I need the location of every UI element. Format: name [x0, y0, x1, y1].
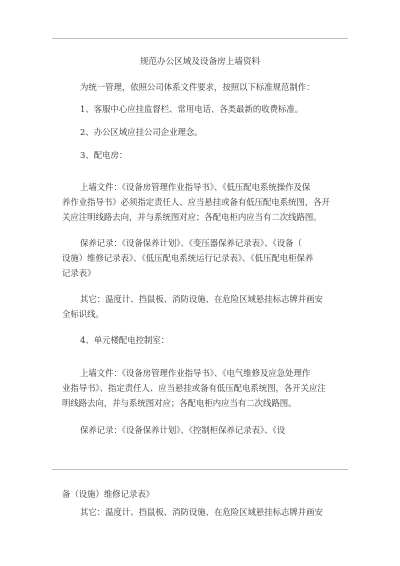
item3-maintenance-line2: 设施）维修记录表》、《低压配电系统运行记录表》、《低压配电柜保养: [62, 253, 314, 263]
item4-wall-files-line1: 上墙文件：《设备房管理作业指导书》、《电气维修及应急处理作: [80, 368, 311, 378]
page2-continuation-line2: 其它：温度计、挡鼠板、消防设施、在危险区域悬挂标志牌并画安: [80, 507, 323, 517]
intro-paragraph: 为统一管理，依照公司体系文件要求，按照以下标准规范制作：: [80, 82, 315, 92]
item3-other-line2: 全标识线。: [62, 309, 104, 319]
list-item-1: 1、客服中心应挂监督栏、常用电话、各类最新的收费标准。: [80, 104, 304, 114]
item3-wall-files-line2: 养作业指导书》必须指定责任人、应当悬挂或备有低压配电系统图，各开: [62, 197, 330, 207]
item3-wall-files-line3: 关应注明线路去向，并与系统图对应；各配电柜内应当有二次线路图。: [62, 212, 322, 222]
page-title: 规范办公区域及设备房上墙资料: [139, 57, 261, 67]
page2-continuation-line1: 备（设施）维修记录表》: [62, 489, 155, 499]
item4-maintenance-line1: 保养记录：《设备保养计划》、《控制柜保养记录表》、《设: [80, 425, 286, 435]
top-rule: [52, 38, 348, 39]
item4-wall-files-line2: 业指导书》、指定责任人、应当悬挂或备有低压配电系统图，各开关应注: [62, 383, 326, 393]
item4-wall-files-line3: 明线路去向，并与系统图对应；各配电柜内应当有二次线路图。: [62, 398, 297, 408]
item3-wall-files-line1: 上墙文件：《设备房管理作业指导书》、《低压配电系统操作及保: [80, 182, 311, 192]
item3-maintenance-line3: 记录表》: [62, 268, 96, 278]
list-item-4-heading: 4、单元楼配电控制室：: [80, 335, 170, 345]
page-break-rule: [52, 469, 348, 470]
item3-maintenance-line1: 保养记录：《设备保养计划》、《变压器保养记录表》、《设备（: [80, 238, 302, 248]
item3-other-line1: 其它：温度计、挡鼠板、消防设施、在危险区域悬挂标志牌并画安: [80, 294, 323, 304]
list-item-3-heading: 3、配电房：: [80, 150, 128, 160]
list-item-2: 2、办公区域应挂公司企业理念。: [80, 127, 203, 137]
